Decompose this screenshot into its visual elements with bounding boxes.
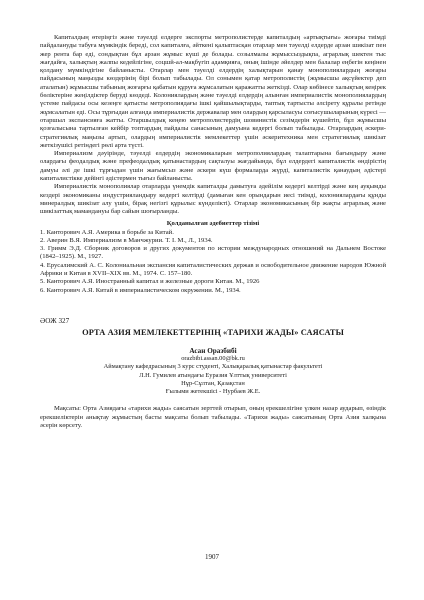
article-title: ОРТА АЗИЯ МЕМЛЕКЕТТЕРІНІҢ «ТАРИХИ ЖАДЫ» САЯСАТЫ [82,327,344,337]
references-title: Қолданылған әдебиеттер тізімі [166,219,260,227]
reference-item: 3. Гримм Э.Д. Сборник договоров и других документов по истории международных отношений на Дальнем Востоке (1842–1925). М., 1927. [40,245,386,261]
city-country: Нұр-Сұлтан, Қазақстан [181,379,245,387]
document-page [40,34,386,430]
body-paragraph: Империалистік монополиялар отарларда үнемдік капиталды дамытуға әдейілім кедергі келтірді және кең ауқымды кездері экономиканы индустрияландыру кедергі келтірді (дамыған кен орындарын иесі тиімді, колониялардағы құнды минералдық шикізат алу үшін, бірақ негізгі құрылыс күнделікті). Отарлар экономикасының бір жақты аграрлық және шикізаттық мамандануы бар сайын шоғырланды. [40,183,386,216]
body-paragraph: Капиталдың өтеріңгіз және тәуелді елдерге экспорты метрополистерде капиталдың «артықтығы» жоғары тиімді пайдалануды табуға мүмкіндік береді, сол капиталға, әйткені қалыптасқан отарлар мен тәуелді елдерде арзан шикізат пен жер рента бар еді, сондықтан бұл арзан жұмыс күші де болады. созылмалы жұмыссыздықпа, аграрлық шектен тыс жағдайға, халықтың жалпы кедейлігіне, соцшй-ал-мақбүгіп адамқияға, оның ішінде әйелдер мен балалар еңбегін кеңінен қолдану мүмкіндігіне байланысты. Отарлар мен тәуелді елдердің халықтарын қанау монополиялардың жоғары пайдасының маңызды көздерінің бірі болып табылады. Ол сонымен қатар метрополистің (жұмысшы ақсүйектер деп аталатын) жұмысшы табының жоғарғы қабатын құруға жұмсалатын қаражатты жеткізді. Олар көбінесе халықтың кеңірек бөліктеріне жеңілдіктер беруді көздеді. Колониялардың және тәуелді елдердің алынған империалистік монополиялардың үстеме пайдасы осы кезеңге қатысты метрополиядағы ішкі қайшылықтарды, таптық тартысты әлсірету құралы ретінде жұмсалатын еді. Осы тұрғыдан алғанда империалистік державалар мен олардың қарсыласуы соғысушыларының күресі — отаршыл экспансияға жатты. Отаршылдық кеңею метрополистердің шовинистік сезімдерін күшейтіп, бұл жұмысшы қозғалысына тартылған кейбір топтардың пайдалы санасының дамуына кедергі болып табылады. Отарлардың әскери-стратегиялық маңызы артып, олардың империалистік мемлекеттер үшін әскеритехника мен стратегиялық шикізат жеткізушісі ретіндегі рөлі арта түсті. [40,34,386,149]
reference-item: 1. Канторович А.Я. Америка в борьбе за Китай. [40,228,174,236]
author-affiliation: Аймақтану кафедрасының 3 курс студенті, Халықаралық қатынастар факультеті [103,363,323,371]
author-email: orazbibi.assan.00@bk.ru [181,354,245,362]
body-paragraph: Империализм дәуірінде, тәуелді елдердің экономикаларын метрополиялардың талаптарына бағындыру және олардағы феодалдық және префеодалдық қатынастардың сақталуы жағдайында, бұл елдердегі капиталистік өндірістің дамуы әлі де ішкі тұрғыдан үшін жағымсыз және әскери күш формаларда жүрді, капиталистік қанаудың әдістері капиталистікке дейінгі әдістермен тығыз байланысты. [40,150,386,183]
abstract-paragraph: Мақсаты: Орта Азиядағы «тарихи жады» саясатын зерттей отырып, оның ерекшелігіне үлкен назар аударып, өзіндік ерекшеліктерін анықтау жұмыстың басты мақсаты болып табылады. «Тарихи жады» саясатының Орта Азия халқына әсерін көрсету. [40,405,386,429]
reference-item: 6. Канторович А.Я. Китай в империалистическом окружении. М., 1934. [40,286,241,294]
reference-item: 2. Аверин В.Я. Империализм в Манчжурии. Т. І. М., Л., 1934. [40,236,213,244]
reference-item: 5. Канторович А.Я. Иностранный капитал и железные дороги Китая. М., 1926 [40,278,260,286]
supervisor: Ғылыми жетекшісі - Нурбаев Ж.Е. [165,388,261,396]
udc-code: ӘОЖ 327 [40,316,70,325]
page-number: 1907 [205,553,219,561]
author-name: Асан Оразбибі [189,346,237,355]
university-name: Л.Н. Гумилев атындағы Еуразия Ұлттық университеті [139,371,287,379]
references-list [40,229,386,295]
reference-item: 4. Ерусалимский А. С. Колониальная экспансия капиталистических держав и освободительное движение народов Южной Африки и Китая в XVII–XIX вв. М., 1974. С. 157–180. [40,261,386,278]
